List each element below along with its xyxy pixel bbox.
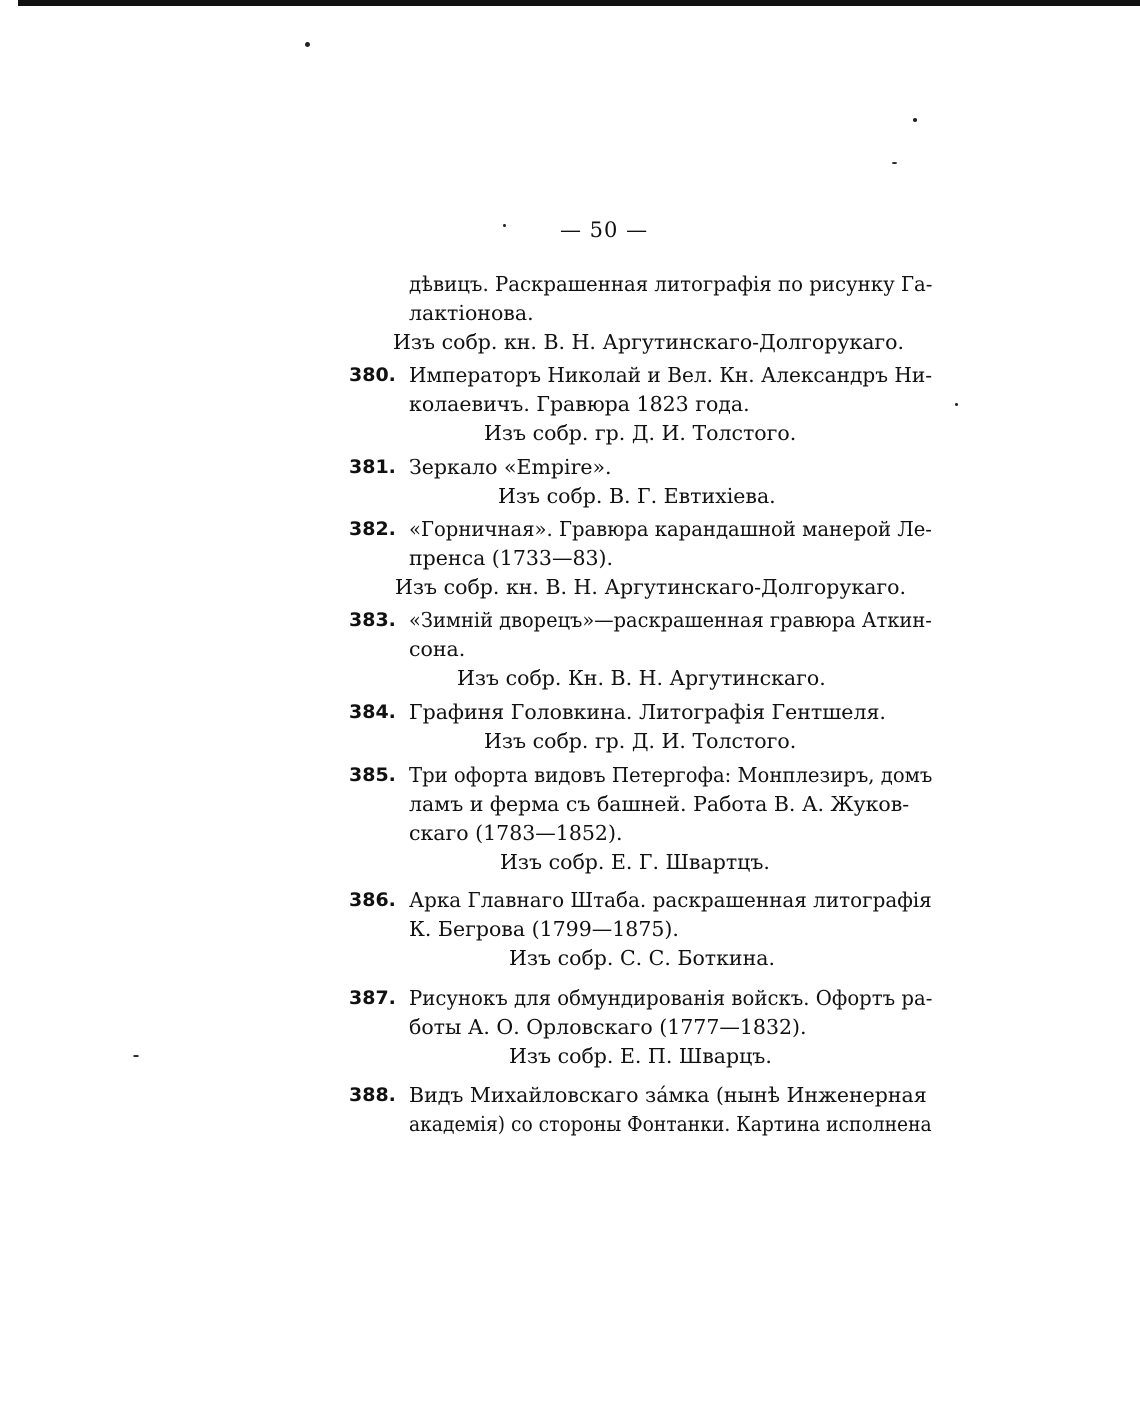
entry-source: Изъ собр. гр. Д. И. Толстого. xyxy=(484,729,797,753)
entry-line: Императоръ Николай и Вел. Кн. Александръ Ни- xyxy=(409,363,933,387)
entry-line: академія) со стороны Фонтанки. Картина исполнена xyxy=(409,1112,932,1136)
entry-line: пренса (1733—83). xyxy=(409,546,614,570)
entry-source: Изъ собр. Е. П. Шварцъ. xyxy=(509,1044,772,1068)
entry-number: 388. xyxy=(349,1084,396,1106)
entry-line: К. Бегрова (1799—1875). xyxy=(409,917,679,941)
entry-line: боты А. О. Орловскаго (1777—1832). xyxy=(409,1015,807,1039)
scan-speck xyxy=(133,1055,139,1057)
entry-number: 380. xyxy=(349,364,396,386)
entry-number: 382. xyxy=(349,518,396,540)
entry-source: Изъ собр. кн. В. Н. Аргутинскаго-Долгорукаго. xyxy=(395,575,907,599)
entry-line: «Горничная». Гравюра карандашной манерой Ле- xyxy=(409,517,932,541)
entry-line: Графиня Головкина. Литографія Гентшеля. xyxy=(409,700,886,724)
entry-line: колаевичъ. Гравюра 1823 года. xyxy=(409,392,750,416)
entry-line: Арка Главнаго Штаба. раскрашенная литографія xyxy=(409,888,932,912)
entry-source: Изъ собр. гр. Д. И. Толстого. xyxy=(484,421,797,445)
entry-number: 385. xyxy=(349,764,396,786)
entry-number: 381. xyxy=(349,456,396,478)
entry-source: Изъ собр. Е. Г. Швартцъ. xyxy=(500,850,770,874)
entry-line: «Зимній дворецъ»—раскрашенная гравюра Аткин- xyxy=(409,608,932,632)
entry-line: Три офорта видовъ Петергофа: Монплезиръ, домъ xyxy=(409,763,933,787)
scan-speck xyxy=(913,118,917,122)
entry-line: Рисунокъ для обмундированія войскъ. Офортъ ра- xyxy=(409,986,933,1010)
page-number: — 50 — xyxy=(560,218,649,242)
entry-line: сона. xyxy=(409,637,466,661)
entry-line: Зеркало «Empire». xyxy=(409,455,612,479)
entry-line: лактіонова. xyxy=(409,301,534,325)
entry-number: 383. xyxy=(349,609,396,631)
top-border-line xyxy=(18,0,1140,6)
scan-speck xyxy=(955,403,958,406)
entry-source: Изъ собр. С. С. Боткина. xyxy=(509,946,775,970)
entry-number: 387. xyxy=(349,987,396,1009)
scan-speck xyxy=(892,162,897,164)
entry-source: Изъ собр. кн. В. Н. Аргутинскаго-Долгорукаго. xyxy=(393,330,905,354)
entry-source: Изъ собр. В. Г. Евтихіева. xyxy=(498,484,776,508)
scan-speck xyxy=(305,42,310,47)
entry-text: дѣвицъ. Раскрашенная литографія по рисунку Га- xyxy=(409,272,933,296)
scan-speck xyxy=(503,224,506,227)
entry-line xyxy=(409,270,932,299)
entry-line: Видъ Михайловскаго зáмка (нынѣ Инженерная xyxy=(409,1083,927,1107)
entry-source: Изъ собр. Кн. В. Н. Аргутинскаго. xyxy=(457,666,826,690)
entry-number: 384. xyxy=(349,701,396,723)
entry-line: ламъ и ферма съ башней. Работа В. А. Жуков- xyxy=(409,792,910,816)
entry-line: скаго (1783—1852). xyxy=(409,821,623,845)
entry-number: 386. xyxy=(349,889,396,911)
